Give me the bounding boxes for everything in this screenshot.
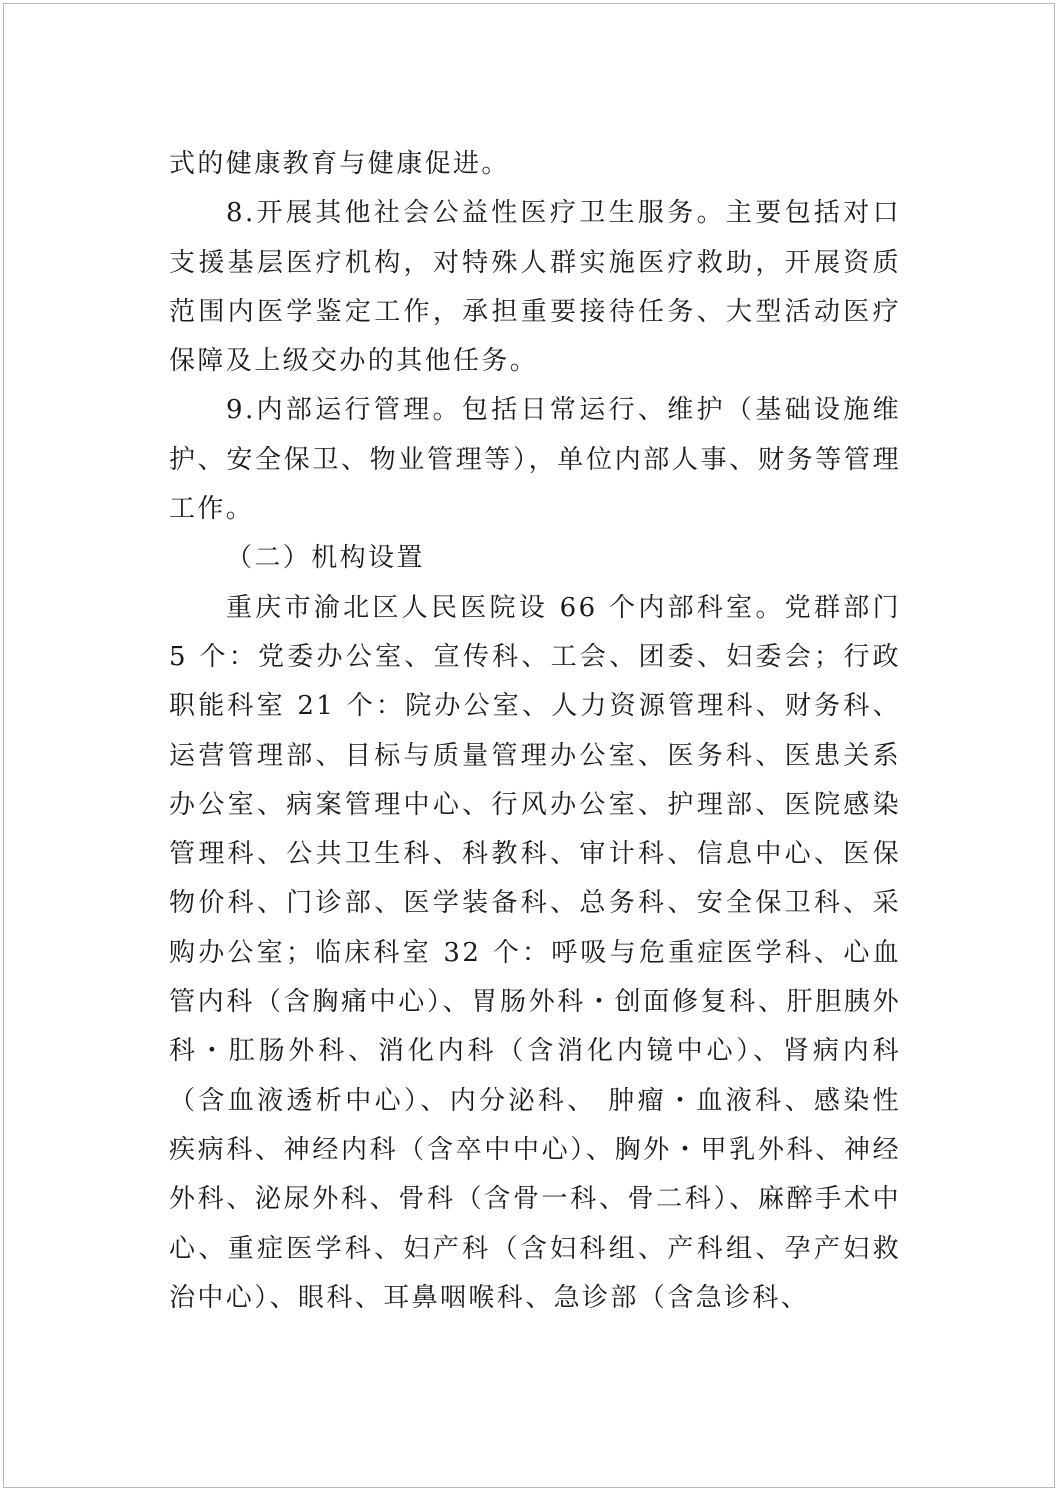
paragraph-item-9: 9.内部运行管理。包括日常运行、维护（基础设施维护、安全保卫、物业管理等），单位内部人事、财务等管理工作。 [169,395,901,525]
document-page [3,3,1055,1488]
section-heading-institution-setup: （二）机构设置 [226,543,425,574]
paragraph-continuation: 式的健康教育与健康促进。 [169,149,510,179]
paragraph-item-8: 8.开展其他社会公益性医疗卫生服务。主要包括对口支援基层医疗机构，对特殊人群实施医疗救助，开展资质范围内医学鉴定工作，承担重要接待任务、大型活动医疗保障及上级交办的其他任务。 [169,198,901,377]
paragraph-institution-departments: 重庆市渝北区人民医院设 66 个内部科室。党群部门 5 个：党委办公室、宣传科、工会、团委、妇委会；行政职能科室 21 个：院办公室、人力资源管理科、财务科、运营管理部、目标与质量管理办公室、医务科、医患关系办公室、病案管理中心、行风办公室、护理部、医院感染管理科、公共卫生科、科教科、审计科、信息中心、医保物价科、门诊部、医学装备科、总务科、安全保卫科、采购办公室；临床科室 32 个：呼吸与危重症医学科、心血管内科（含胸痛中心）、胃肠外科・创面修复科、肝胆胰外科・肛肠外科、消化内科（含消化内镜中心）、肾病内科（含血液透析中心）、内分泌科、 肿瘤・血液科、感染性疾病科、神经内科（含卒中中心）、胸外・甲乳外科、神经外科、泌尿外科、骨科（含骨一科、骨二科）、麻醉手术中心、重症医学科、妇产科（含妇科组、产科组、孕产妇救治中心）、眼科、耳鼻咽喉科、急诊部（含急诊科、 [169,592,901,1313]
document-body [169,140,901,1323]
